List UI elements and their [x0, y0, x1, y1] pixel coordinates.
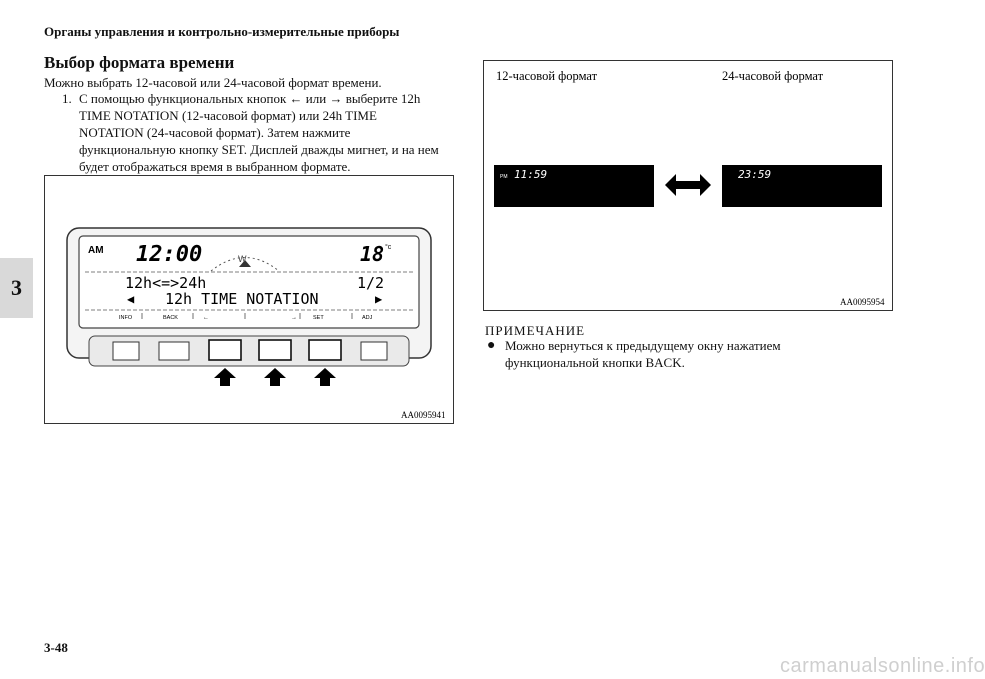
double-arrow-icon: [665, 174, 711, 196]
figure-code: AA0095941: [401, 410, 446, 420]
step-line: функциональную кнопку SET. Дисплей дважды мигнет, и на нем: [79, 142, 439, 157]
lcd-right-arrow: ▶: [375, 292, 383, 306]
figure-control-panel: [44, 175, 454, 424]
up-arrow-icon: [314, 368, 336, 386]
label-12h-format: 12-часовой формат: [496, 69, 598, 83]
note-line: Можно вернуться к предыдущему окну нажатием: [505, 338, 781, 353]
display-12h-ampm: PM: [500, 174, 508, 180]
figure-code: AA0095954: [840, 297, 885, 307]
softkey-label: ←: [203, 315, 209, 321]
figure-time-formats: [483, 60, 893, 311]
intro-text: Можно выбрать 12-часовой или 24-часовой формат времени.: [44, 75, 382, 90]
time-format-illustration: [484, 61, 892, 310]
control-panel-illustration: [45, 176, 453, 423]
up-arrow-icon: [214, 368, 236, 386]
step-line: будет отображаться время в выбранном формате.: [79, 159, 351, 174]
note-line: функциональной кнопки BACK.: [505, 355, 685, 370]
step-line: TIME NOTATION (12-часовой формат) или 24h TIME: [79, 108, 377, 123]
bullet-icon: ●: [487, 338, 496, 353]
panel-button: [361, 342, 387, 360]
page-header: Органы управления и контрольно-измерительные приборы: [44, 24, 400, 39]
softkey-label: SET: [313, 315, 324, 321]
lcd-left-arrow: ◀: [127, 292, 135, 306]
panel-button-set: [309, 340, 341, 360]
panel-button: [159, 342, 189, 360]
step-line: С помощью функциональных кнопок ← или → выберите 12h: [79, 91, 421, 106]
chapter-tab: 3: [0, 258, 33, 318]
step-1: [62, 90, 460, 175]
softkey-label: →: [291, 315, 297, 321]
label-24h-format: 24-часовой формат: [722, 69, 824, 83]
step-number: 1.: [62, 91, 72, 106]
watermark: carmanualsonline.info: [780, 655, 985, 677]
panel-button: [113, 342, 139, 360]
page-number: 3-48: [44, 640, 68, 655]
softkey-label: BACK: [163, 315, 178, 321]
softkey-label: ADJ: [362, 315, 373, 321]
note-heading: ПРИМЕЧАНИЕ: [485, 323, 586, 338]
step-line: NOTATION (24-часовой формат). Затем нажмите: [79, 125, 351, 140]
lcd-time: 12:00: [136, 242, 203, 267]
lcd-temp-unit: °c: [385, 244, 392, 251]
softkey-label: INFO: [119, 315, 133, 321]
lcd-page: 1/2: [357, 274, 385, 292]
note-item: [487, 337, 887, 371]
lcd-notation-line: 12h TIME NOTATION: [165, 290, 319, 308]
lcd-temp: 18: [360, 242, 385, 266]
section-title: Выбор формата времени: [44, 53, 235, 72]
display-12h-time: 11:59: [514, 168, 548, 181]
up-arrow-icon: [264, 368, 286, 386]
airflow-icon: W: [238, 254, 247, 264]
display-24h-time: 23:59: [738, 168, 772, 181]
lcd-ampm: AM: [88, 245, 104, 256]
panel-button-right: [259, 340, 291, 360]
lcd-menu-line: 12h<=>24h: [125, 274, 207, 292]
panel-button-left: [209, 340, 241, 360]
